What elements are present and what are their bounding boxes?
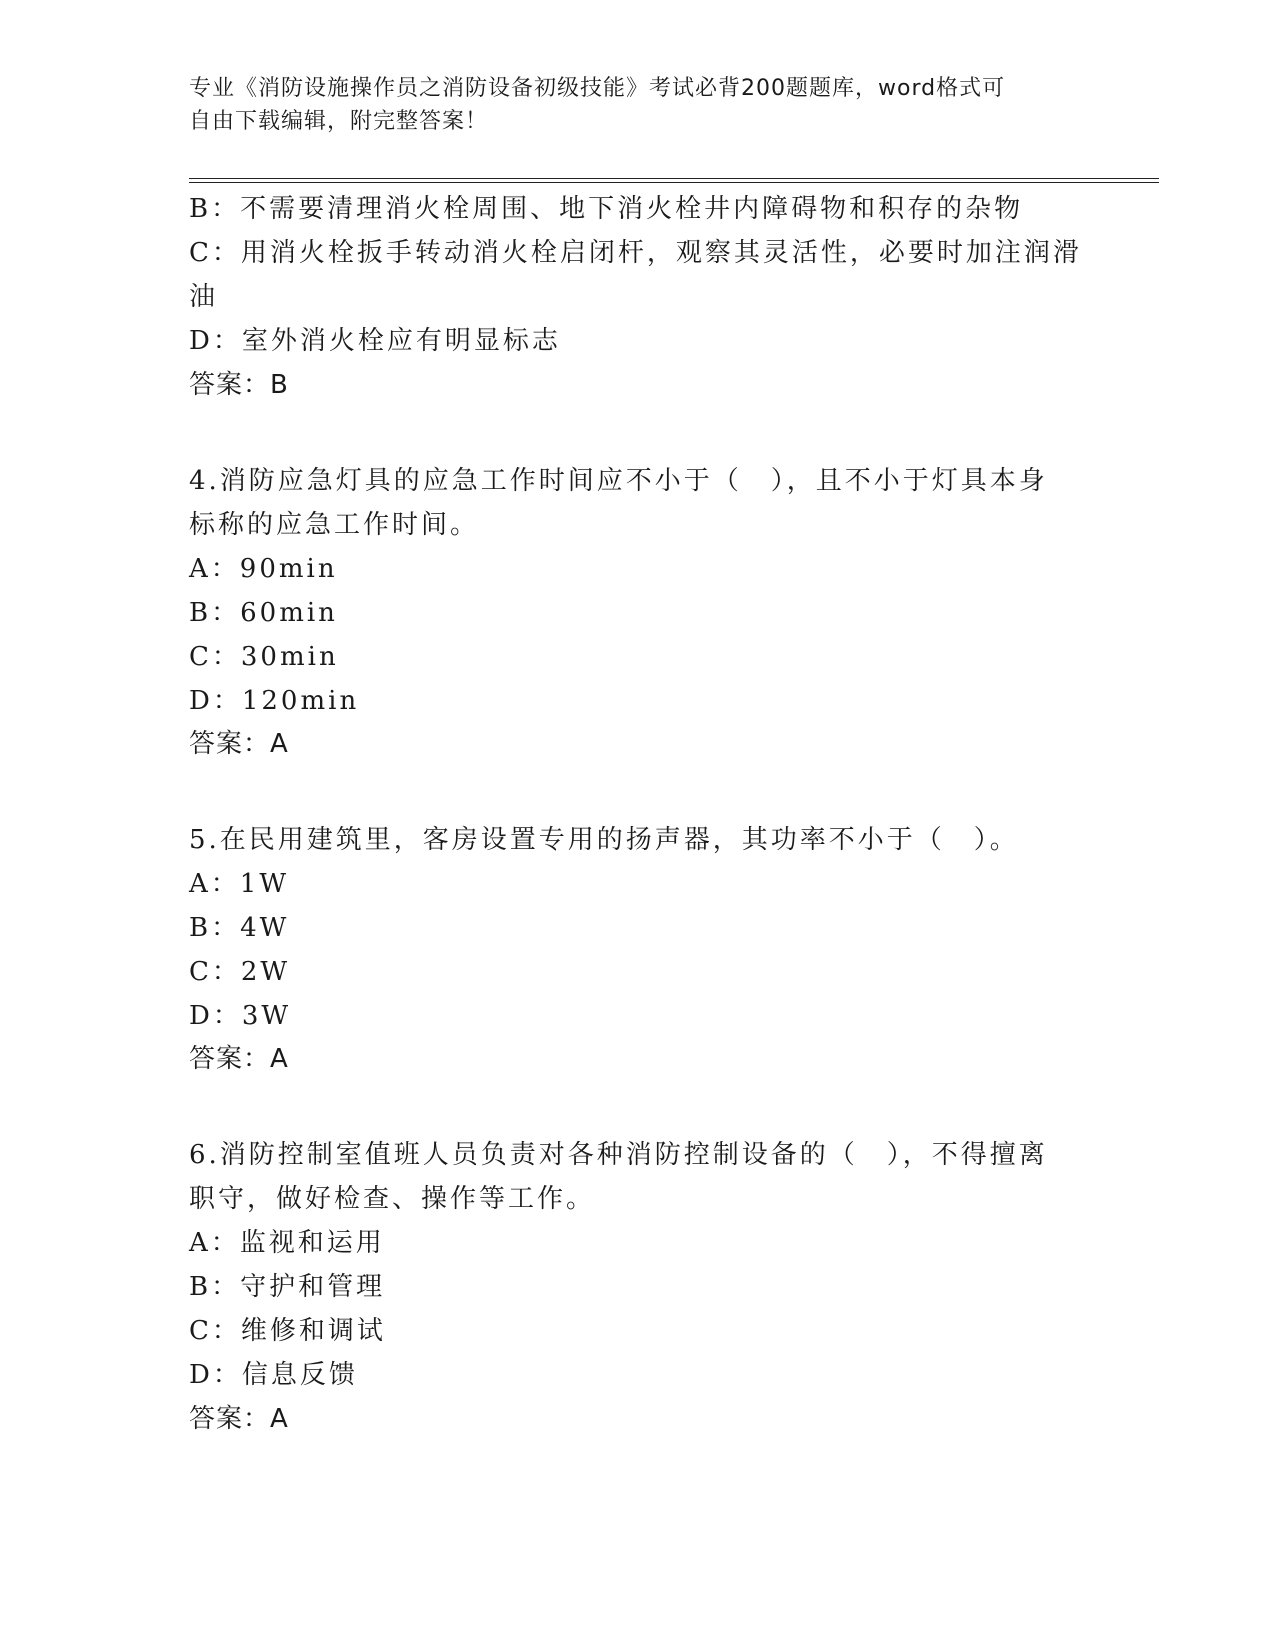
q5-option-d: D：3W bbox=[189, 1001, 292, 1031]
q6-answer: 答案：A bbox=[189, 1404, 289, 1434]
header-line-2: 自由下载编辑，附完整答案！ bbox=[189, 109, 489, 134]
q4-answer: 答案：A bbox=[189, 729, 289, 759]
q6-stem-line-1: 6.消防控制室值班人员负责对各种消防控制设备的（ ），不得擅离 bbox=[189, 1140, 1048, 1170]
header-divider bbox=[189, 178, 1159, 183]
q5-answer: 答案：A bbox=[189, 1044, 289, 1074]
q5-option-a: A：1W bbox=[189, 869, 290, 899]
q6-option-a: A：监视和运用 bbox=[189, 1228, 385, 1258]
q5-option-c: C：2W bbox=[189, 957, 291, 987]
q4-stem-line-1: 4.消防应急灯具的应急工作时间应不小于（ ），且不小于灯具本身 bbox=[189, 466, 1048, 496]
q6-option-d: D：信息反馈 bbox=[189, 1360, 358, 1390]
document-header bbox=[189, 72, 1089, 138]
q4-option-d: D：120min bbox=[189, 686, 360, 716]
q4-option-a: A：90min bbox=[189, 554, 338, 584]
q4-option-b: B：60min bbox=[189, 598, 338, 628]
q5-option-b: B：4W bbox=[189, 913, 290, 943]
q3-option-c-line-2: 油 bbox=[189, 282, 219, 312]
q3-option-d: D：室外消火栓应有明显标志 bbox=[189, 326, 561, 356]
q4-option-c: C：30min bbox=[189, 642, 339, 672]
q3-option-b: B：不需要清理消火栓周围、地下消火栓井内障碍物和积存的杂物 bbox=[189, 194, 1024, 224]
q3-answer: 答案：B bbox=[189, 370, 289, 400]
q6-option-b: B：守护和管理 bbox=[189, 1272, 386, 1302]
q6-option-c: C：维修和调试 bbox=[189, 1316, 386, 1346]
q5-stem: 5.在民用建筑里，客房设置专用的扬声器，其功率不小于（ ）。 bbox=[189, 825, 1019, 855]
header-line-1: 专业《消防设施操作员之消防设备初级技能》考试必背200题题库，word格式可 bbox=[189, 76, 1006, 101]
q3-option-c-line-1: C：用消火栓扳手转动消火栓启闭杆，观察其灵活性，必要时加注润滑 bbox=[189, 238, 1082, 268]
q4-stem-line-2: 标称的应急工作时间。 bbox=[189, 510, 480, 540]
q6-stem-line-2: 职守，做好检查、操作等工作。 bbox=[189, 1184, 596, 1214]
